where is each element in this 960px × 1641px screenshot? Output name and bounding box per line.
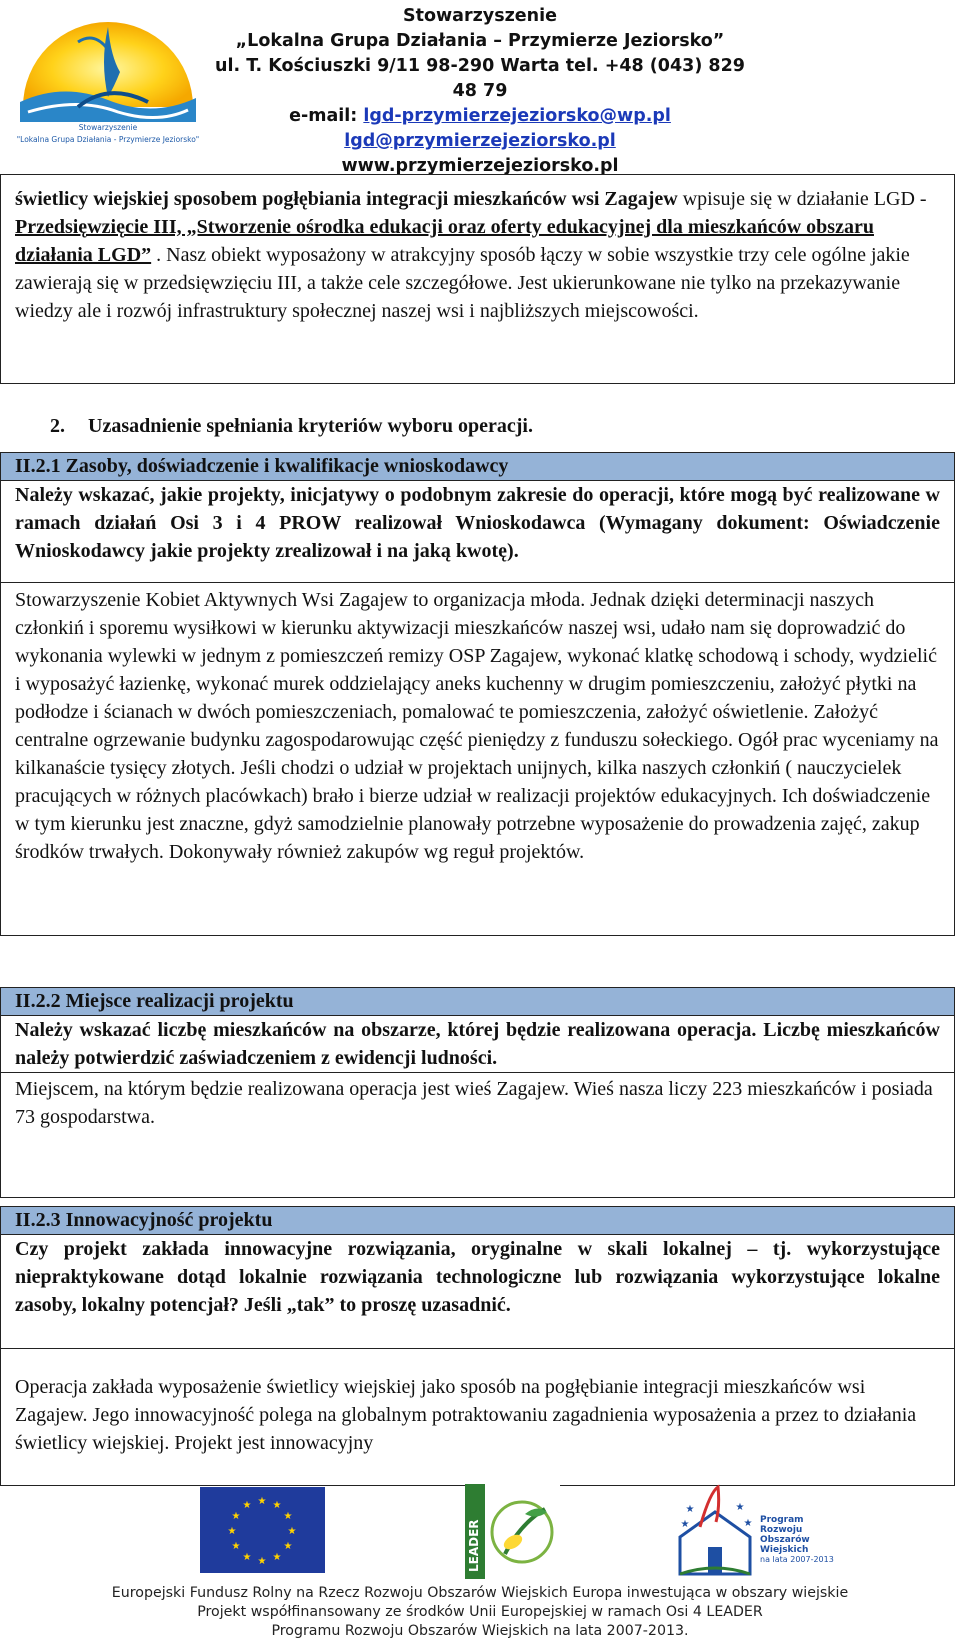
footer-logos	[0, 1482, 960, 1582]
intro-paragraph	[0, 174, 955, 384]
svg-text:Wiejskich: Wiejskich	[760, 1545, 809, 1555]
footer-line-2: Projekt współfinansowany ze środków Unii Europejskiej w ramach Osi 4 LEADER	[197, 1604, 763, 1620]
section-number: 2.	[50, 415, 65, 437]
s222-heading: II.2.2 Miejsce realizacji projektu	[1, 988, 955, 1016]
letterhead	[0, 0, 960, 180]
svg-text:Program: Program	[760, 1515, 804, 1525]
section-II-2-3	[0, 1206, 955, 1486]
svg-text:★: ★	[231, 1541, 241, 1552]
email-label: e-mail:	[289, 106, 358, 126]
s221-request: Należy wskazać, jakie projekty, inicjatywy o podobnym zakresie do operacji, które mogą być realizowane w ramach działań Osi 3 i 4 PROW realizował Wnioskodawca (Wymagany dokument: Oświadczenie Wnioskodawcy jakie projekty zrealizował i na jaką kwotę).	[1, 481, 955, 583]
svg-text:★: ★	[735, 1502, 745, 1513]
svg-text:★: ★	[227, 1526, 237, 1537]
intro-text-continued: . Nasz obiekt wyposażony w atrakcyjny sposób łączy w sobie wszystkie trzy cele ogólne jakie zawierają się w przedsięwzięciu III, a także cele szczegółowe. Jest ukierunkowane nie tylko na przekazywanie wiedzy ale i rozwój infrastruktury społecznej naszej wsi i najbliższych miejscowości.	[15, 244, 910, 322]
svg-text:★: ★	[272, 1500, 282, 1511]
svg-text:★: ★	[287, 1526, 297, 1537]
s222-answer: Miejscem, na którym będzie realizowana operacja jest wieś Zagajew. Wieś nasza liczy 223 mieszkańców i posiada 73 gospodarstwa.	[1, 1073, 955, 1198]
s221-answer: Stowarzyszenie Kobiet Aktywnych Wsi Zagajew to organizacja młoda. Jednak dzięki determinacji naszych członkiń i sporemu wysiłkowi w kierunku aktywizacji mieszkańców naszej wsi, udało nam się doprowadzić do wykonania wylewki w jednym z pomieszczeń remizy OSP Zagajew, wykonać klatkę schodową i schody, wydzielić i wyposażyć łazienkę, wykonać murek oddzielający aneks kuchenny w drugim pomieszczeniu, założyć płytki na podłodze i ścianach w dwóch pomieszczeniach, pomalować te pomieszczenia, założyć oświetlenie. Założyć centralne ogrzewanie budynku zagospodarowując część pieniędzy z funduszu sołeckiego. Ogół prac wyceniamy na kilkanaście tysięcy złotych. Jeśli chodzi o udział w projektach unijnych, kilka naszych członkiń ( nauczycielek pracujących w różnych placówkach) brało i bierze udział w realizacji projektów edukacyjnych. Ich doświadczenie w tym kierunku jest znaczne, gdyż samodzielnie planowały potrzebne wyposażenie do prowadzenia zajęć, zakup środków trwałych. Dokonywały również zakupów wg reguł projektów.	[1, 583, 955, 936]
eu-flag-icon	[200, 1487, 325, 1573]
s223-answer: Operacja zakłada wyposażenie świetlicy wiejskiej jako sposób na pogłębianie integracji mieszkańców wsi Zagajew. Jego innowacyjność polega na globalnym potraktowaniu zagadnienia wyposażenia a przez to działania świetlicy wiejskiej. Projekt jest innowacyjny	[1, 1349, 955, 1486]
svg-text:★: ★	[231, 1511, 241, 1522]
s223-heading: II.2.3 Innowacyjność projektu	[1, 1207, 955, 1235]
svg-text:Stowarzyszenie: Stowarzyszenie	[78, 123, 138, 132]
s221-heading: II.2.1 Zasoby, doświadczenie i kwalifikacje wnioskodawcy	[1, 453, 955, 481]
organization-address	[215, 4, 745, 179]
svg-text:★: ★	[680, 1519, 690, 1530]
org-address: ul. T. Kościuszki 9/11 98-290 Warta tel. +48 (043) 829 48 79	[215, 56, 745, 101]
footer-line-1: Europejski Fundusz Rolny na Rzecz Rozwoju Obszarów Wiejskich Europa inwestująca w obszary wiejskie	[111, 1585, 849, 1601]
svg-text:★: ★	[743, 1518, 753, 1529]
svg-text:Obszarów: Obszarów	[760, 1535, 810, 1545]
footer-funding-text	[0, 1584, 960, 1641]
svg-text:"Lokalna Grupa Działania - Prz: "Lokalna Grupa Działania - Przymierze Jeziorsko"	[16, 135, 200, 144]
email-link-2[interactable]: lgd@przymierzejeziorsko.pl	[344, 131, 616, 151]
intro-text: wpisuje się w działanie LGD -	[677, 188, 927, 210]
section-heading	[50, 415, 533, 438]
intro-bold-text: świetlicy wiejskiej sposobem pogłębiania integracji mieszkańców wsi Zagajew	[15, 188, 678, 210]
section-II-2-1	[0, 452, 955, 936]
svg-text:LEADER: LEADER	[467, 1519, 481, 1572]
org-name: „Lokalna Grupa Działania – Przymierze Jeziorsko”	[235, 31, 725, 51]
prow-logo	[670, 1482, 840, 1582]
footer-line-3: Programu Rozwoju Obszarów Wiejskich na lata 2007-2013.	[271, 1623, 689, 1639]
svg-text:★: ★	[685, 1504, 695, 1515]
s223-request: Czy projekt zakłada innowacyjne rozwiązania, oryginalne w skali lokalnej – tj. wykorzystujące niepraktykowane dotąd lokalnie rozwiązania technologiczne lub rozwiązania wykorzystujące lokalne zasoby, lokalny potencjał? Jeśli „tak” to proszę uzasadnić.	[1, 1235, 955, 1349]
svg-text:★: ★	[257, 1556, 267, 1567]
svg-text:Rozwoju: Rozwoju	[760, 1525, 803, 1535]
svg-text:★: ★	[257, 1496, 267, 1507]
intro-project-reference: Przedsięwzięcie III, „Stworzenie ośrodka edukacji oraz oferty edukacyjnej dla mieszkańców obszaru działania LGD”	[15, 216, 874, 266]
email-link-1[interactable]: lgd-przymierzejeziorsko@wp.pl	[363, 106, 671, 126]
email-line	[215, 104, 745, 129]
svg-text:★: ★	[242, 1552, 252, 1563]
svg-text:★: ★	[283, 1541, 293, 1552]
website[interactable]: www.przymierzejeziorsko.pl	[341, 156, 619, 176]
leader-logo	[465, 1484, 560, 1579]
lgd-logo	[8, 2, 208, 152]
s222-request: Należy wskazać liczbę mieszkańców na obszarze, której będzie realizowana operacja. Liczbę mieszkańców należy potwierdzić zaświadczeniem z ewidencji ludności.	[1, 1016, 955, 1073]
svg-text:★: ★	[272, 1552, 282, 1563]
org-type: Stowarzyszenie	[403, 6, 557, 26]
svg-text:★: ★	[283, 1511, 293, 1522]
section-II-2-2	[0, 987, 955, 1198]
svg-text:★: ★	[242, 1500, 252, 1511]
section-title: Uzasadnienie spełniania kryteriów wyboru operacji.	[88, 415, 533, 437]
svg-text:na lata 2007-2013: na lata 2007-2013	[760, 1555, 834, 1564]
